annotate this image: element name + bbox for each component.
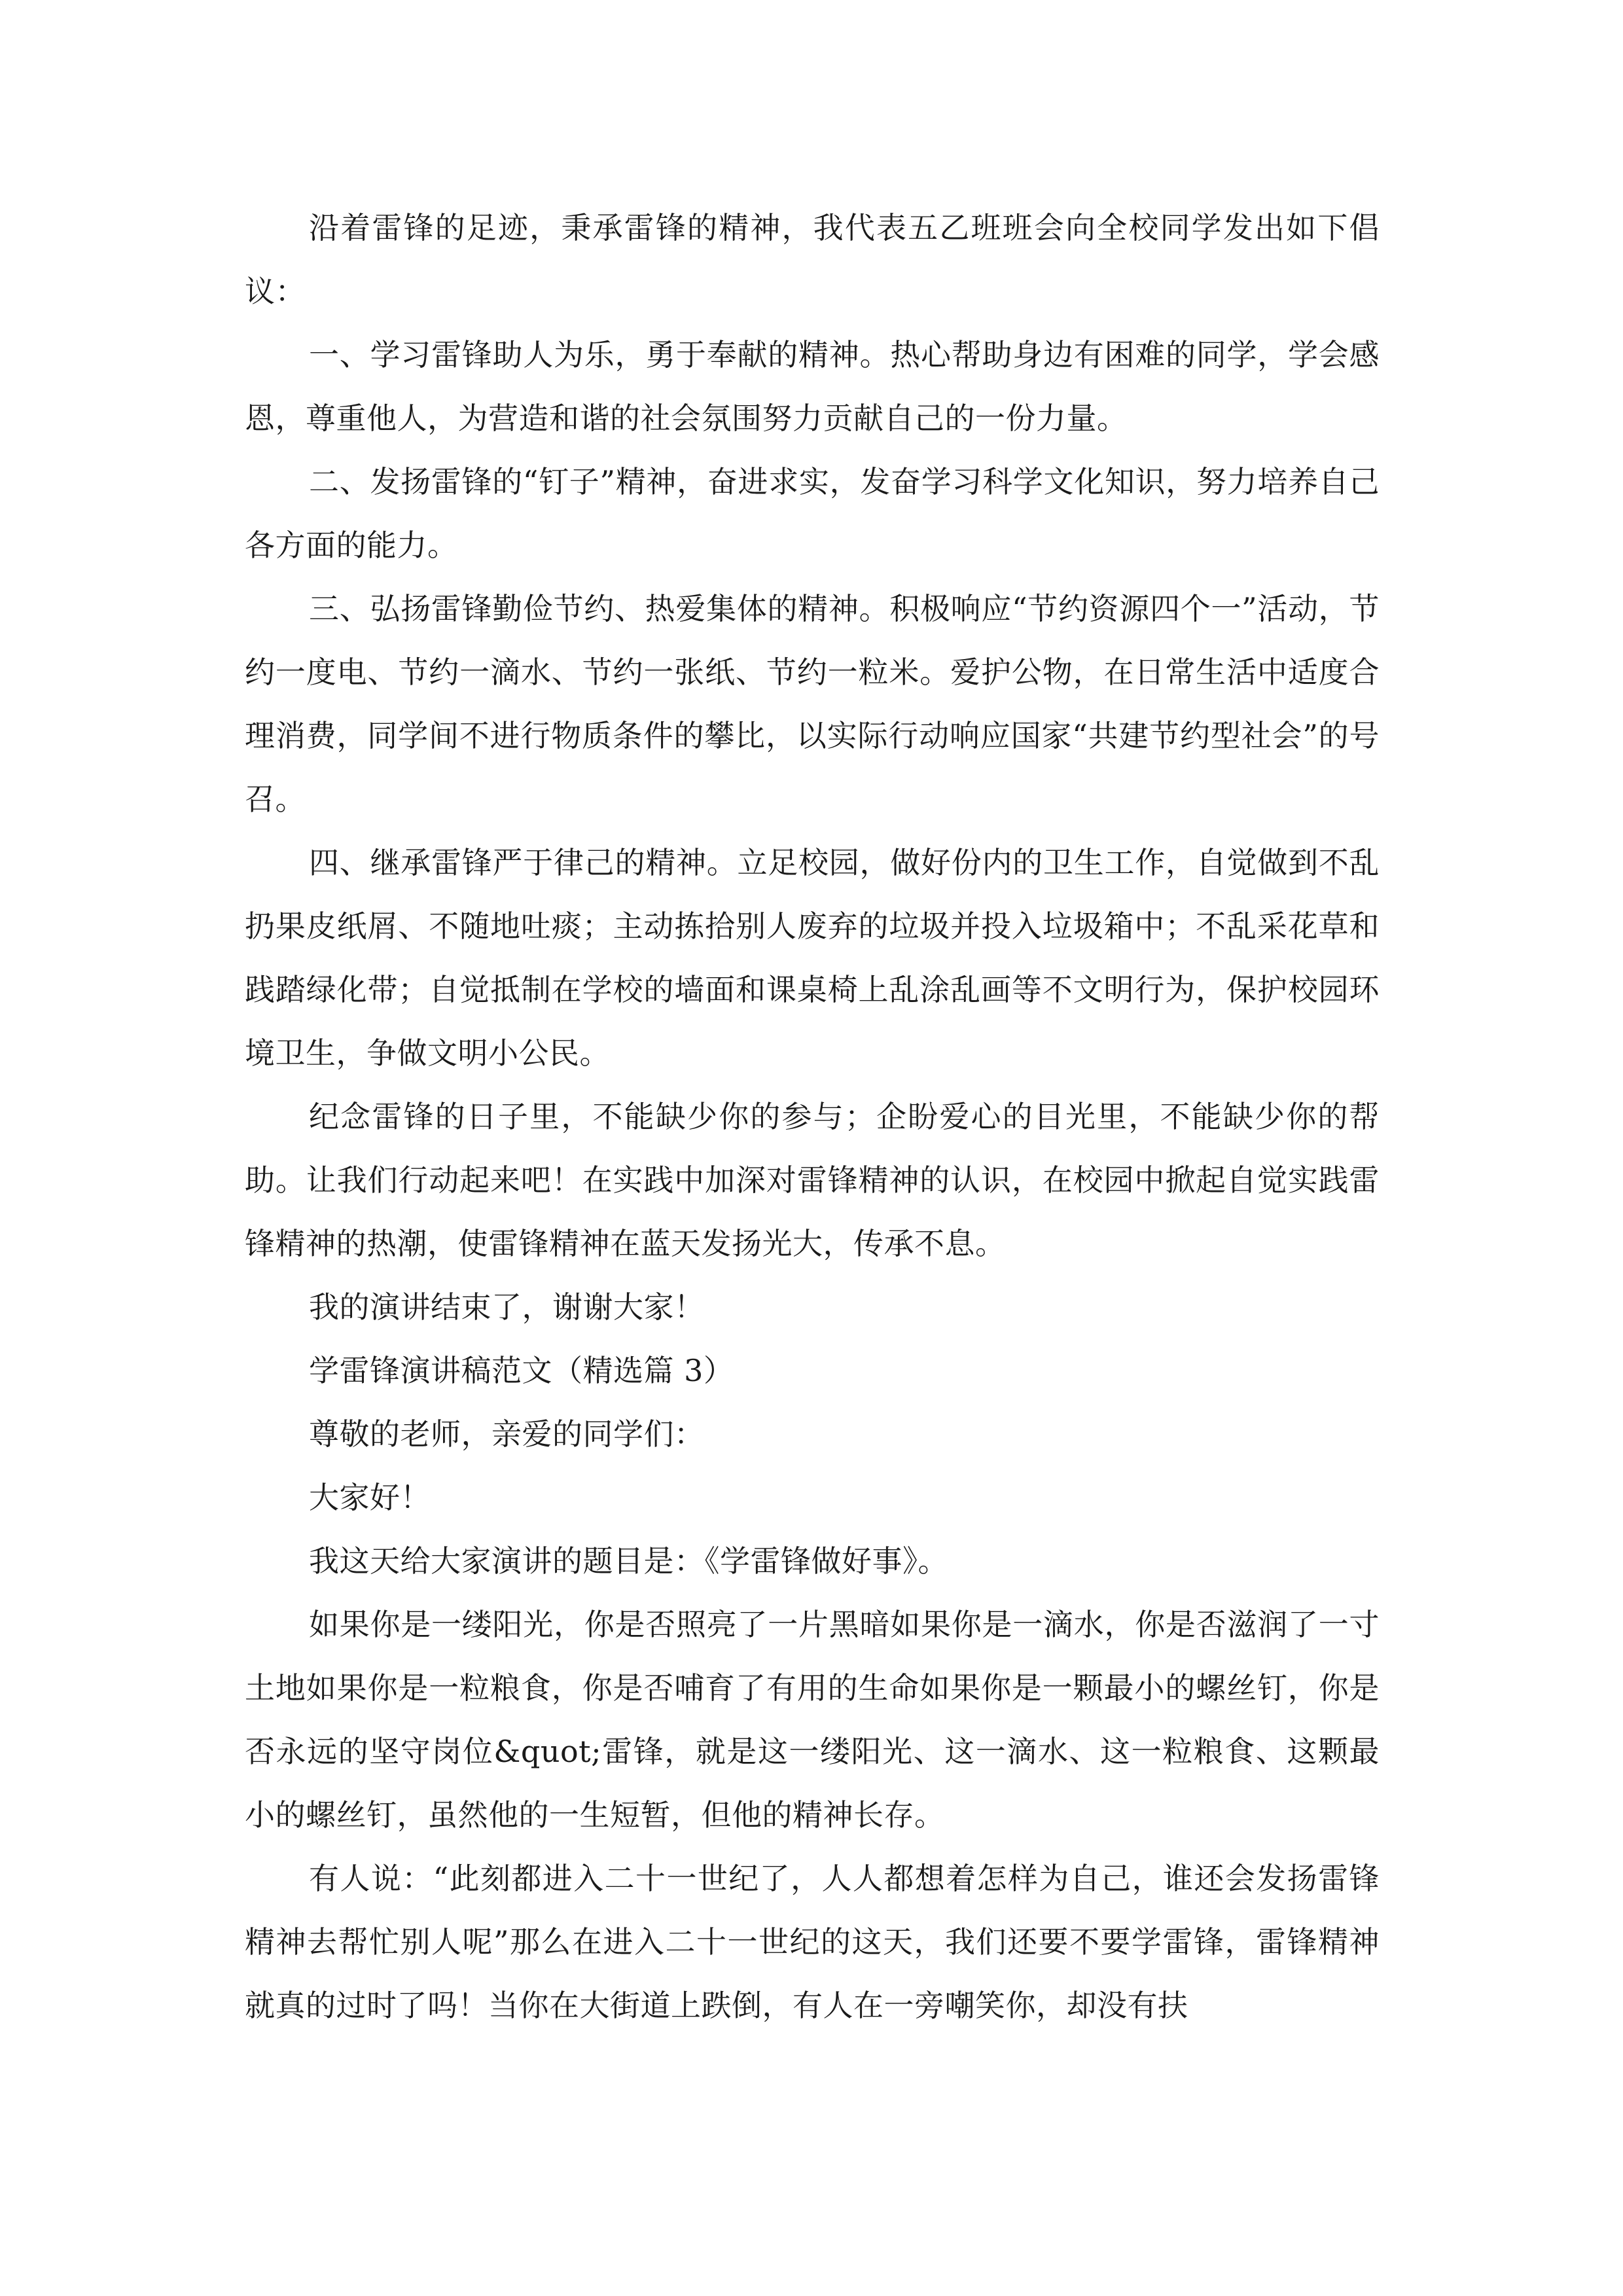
document-body bbox=[245, 196, 1380, 2037]
paragraph-point-three: 三、弘扬雷锋勤俭节约、热爱集体的精神。积极响应“节约资源四个一”活动，节约一度电、节约一滴水、节约一张纸、节约一粒米。爱护公物，在日常生活中适度合理消费，同学间不进行物质条件的攀比，以实际行动响应国家“共建节约型社会”的号召。 bbox=[245, 591, 1380, 817]
paragraph-metaphor: 如果你是一缕阳光，你是否照亮了一片黑暗如果你是一滴水，你是否滋润了一寸土地如果你是一粒粮食，你是否哺育了有用的生命如果你是一颗最小的螺丝钉，你是否永远的坚守岗位&quot;雷锋，就是这一缕阳光、这一滴水、这一粒粮食、这颗最小的螺丝钉，虽然他的一生短暂，但他的精神长存。 bbox=[245, 1607, 1380, 1833]
paragraph-point-two: 二、发扬雷锋的“钉子”精神，奋进求实，发奋学习科学文化知识，努力培养自己各方面的能力。 bbox=[245, 464, 1380, 563]
paragraph-closing: 我的演讲结束了，谢谢大家！ bbox=[309, 1289, 705, 1325]
section-heading: 学雷锋演讲稿范文（精选篇 3） bbox=[309, 1353, 734, 1388]
paragraph-point-four: 四、继承雷锋严于律己的精神。立足校园，做好份内的卫生工作，自觉做到不乱扔果皮纸屑、不随地吐痰；主动拣拾别人废弃的垃圾并投入垃圾箱中；不乱采花草和践踏绿化带；自觉抵制在学校的墙面和课桌椅上乱涂乱画等不文明行为，保护校园环境卫生，争做文明小公民。 bbox=[245, 845, 1380, 1071]
paragraph-point-one: 一、学习雷锋助人为乐，勇于奉献的精神。热心帮助身边有困难的同学，学会感恩，尊重他人，为营造和谐的社会氛围努力贡献自己的一份力量。 bbox=[245, 337, 1380, 436]
paragraph-greeting: 大家好！ bbox=[309, 1480, 431, 1515]
paragraph-proposal-intro: 沿着雷锋的足迹，秉承雷锋的精神，我代表五乙班班会向全校同学发出如下倡议： bbox=[245, 210, 1380, 309]
paragraph-salutation: 尊敬的老师，亲爱的同学们： bbox=[309, 1416, 705, 1452]
paragraph-topic: 我这天给大家演讲的题目是：《学雷锋做好事》。 bbox=[309, 1543, 948, 1579]
paragraph-discussion: 有人说：“此刻都进入二十一世纪了，人人都想着怎样为自己，谁还会发扬雷锋精神去帮忙别人呢”那么在进入二十一世纪的这天，我们还要不要学雷锋，雷锋精神就真的过时了吗！当你在大街道上跌倒，有人在一旁嘲笑你，却没有扶 bbox=[245, 1861, 1380, 2023]
paragraph-commemoration: 纪念雷锋的日子里，不能缺少你的参与；企盼爱心的目光里，不能缺少你的帮助。让我们行动起来吧！在实践中加深对雷锋精神的认识，在校园中掀起自觉实践雷锋精神的热潮，使雷锋精神在蓝天发扬光大，传承不息。 bbox=[245, 1099, 1380, 1261]
